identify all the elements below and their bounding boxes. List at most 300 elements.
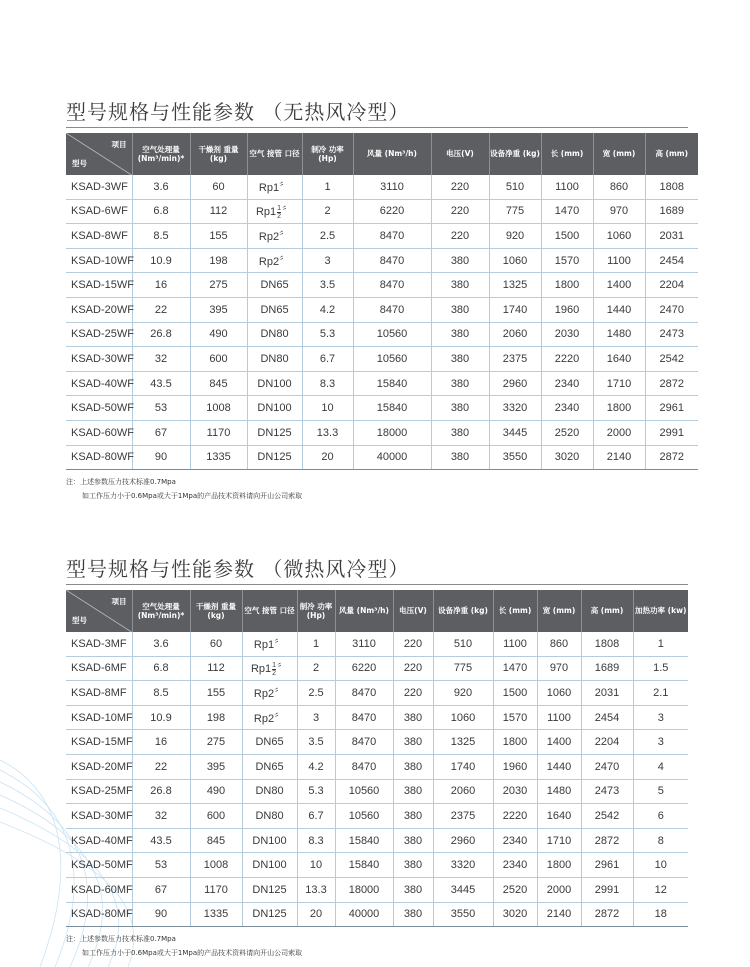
table-cell: 220	[393, 632, 433, 656]
table-cell: 1400	[537, 730, 581, 755]
table-cell: 2473	[581, 779, 633, 804]
table-cell: Rp2〞	[247, 224, 302, 249]
table-row	[66, 322, 698, 347]
table-cell: 2375	[489, 347, 541, 372]
table-cell: 8470	[353, 297, 431, 322]
table-cell: 1335	[190, 445, 247, 470]
table-cell: 1	[297, 632, 335, 656]
table-cell: 920	[489, 224, 541, 249]
table-cell: 1335	[190, 902, 242, 927]
table-cell: 2	[302, 199, 353, 224]
table-cell: 380	[393, 779, 433, 804]
model-cell: KSAD-60MF	[66, 877, 132, 902]
table-cell: 26.8	[132, 322, 190, 347]
table-cell: 395	[190, 754, 242, 779]
table-cell: 2454	[645, 248, 698, 273]
table-cell: 1440	[537, 754, 581, 779]
col-header-pipe-size: 空气 接管 口径	[247, 133, 302, 175]
table-cell: 510	[433, 632, 493, 656]
table-row	[66, 730, 688, 755]
table-cell: Rp1 $\frac{1}{2}$ 〞	[242, 656, 297, 681]
table-cell: 920	[433, 681, 493, 706]
table-cell: 1008	[190, 853, 242, 878]
table-cell: 22	[132, 297, 190, 322]
table-cell: 53	[132, 396, 190, 421]
table-cell: 860	[593, 175, 645, 199]
table-cell: 1710	[593, 371, 645, 396]
table-cell: 6220	[353, 199, 431, 224]
table-cell: 2340	[493, 828, 537, 853]
table-cell: DN100	[242, 828, 297, 853]
table-cell: 20	[297, 902, 335, 927]
footnote	[66, 475, 302, 503]
table-cell: 6.7	[302, 347, 353, 372]
table-cell: 155	[190, 681, 242, 706]
table-cell: 10	[302, 396, 353, 421]
table-cell: 1480	[593, 322, 645, 347]
header-corner-model: 型号	[72, 158, 87, 168]
table-row	[66, 877, 688, 902]
table-cell: 775	[489, 199, 541, 224]
header-corner-item: 项目	[111, 140, 127, 149]
footnote	[66, 932, 302, 960]
table-cell: 3	[302, 248, 353, 273]
table-row	[66, 754, 688, 779]
table-row	[66, 347, 698, 372]
table-cell: 2220	[493, 804, 537, 829]
table-cell: 3.5	[302, 273, 353, 298]
table-cell: 8470	[353, 224, 431, 249]
table-cell: 15840	[353, 396, 431, 421]
table-cell: 2960	[489, 371, 541, 396]
table-cell: 90	[132, 902, 190, 927]
table-cell: DN80	[242, 804, 297, 829]
table-cell: 2454	[581, 705, 633, 730]
table-cell: 1689	[581, 656, 633, 681]
table-cell: 1689	[645, 199, 698, 224]
table-cell: 2340	[541, 396, 593, 421]
table-cell: 2.5	[302, 224, 353, 249]
table-cell: 2000	[593, 420, 645, 445]
footnote-line-1: 注：上述参数压力技术标准0.7Mpa	[66, 478, 176, 486]
table-cell: 1710	[537, 828, 581, 853]
table-cell: 2961	[645, 396, 698, 421]
table-cell: 860	[537, 632, 581, 656]
table-cell: DN125	[242, 877, 297, 902]
table-cell: 2473	[645, 322, 698, 347]
table-cell: 1060	[433, 705, 493, 730]
table-cell: 2.1	[633, 681, 688, 706]
table-row	[66, 420, 698, 445]
table-cell: 1325	[489, 273, 541, 298]
model-cell: KSAD-3MF	[66, 632, 132, 656]
table-cell: 5.3	[302, 322, 353, 347]
table-cell: 220	[431, 199, 489, 224]
model-cell: KSAD-20WF	[66, 297, 132, 322]
table-cell: 8.3	[297, 828, 335, 853]
table-cell: DN80	[247, 322, 302, 347]
col-header-desiccant-weight: 干燥剂 重量(kg)	[190, 590, 242, 632]
table-cell: 380	[393, 877, 433, 902]
table-cell: 380	[431, 322, 489, 347]
table-cell: 3445	[433, 877, 493, 902]
table-cell: 380	[393, 754, 433, 779]
table-row	[66, 828, 688, 853]
table-cell: 3320	[489, 396, 541, 421]
table-cell: Rp2〞	[242, 705, 297, 730]
model-cell: KSAD-10WF	[66, 248, 132, 273]
table-row	[66, 804, 688, 829]
table-cell: 970	[593, 199, 645, 224]
table-cell: 6.8	[132, 199, 190, 224]
col-header-cooling-power: 制冷 功率 (Hp)	[302, 133, 353, 175]
table-cell: 22	[132, 754, 190, 779]
table-cell: 2520	[493, 877, 537, 902]
table-cell: 8.5	[132, 681, 190, 706]
table-cell: 1440	[593, 297, 645, 322]
table-cell: 198	[190, 705, 242, 730]
header-corner	[66, 133, 132, 175]
col-header-voltage: 电压(V)	[393, 590, 433, 632]
col-header-height: 高 (mm)	[645, 133, 698, 175]
table-cell: 380	[393, 804, 433, 829]
table-cell: 6	[633, 804, 688, 829]
table-cell: 1	[633, 632, 688, 656]
fraction: $\frac{1}{2}$	[272, 661, 277, 677]
title-underline	[66, 584, 688, 585]
table-row	[66, 248, 698, 273]
header-corner-item: 项目	[111, 597, 127, 606]
table-cell: 13.3	[297, 877, 335, 902]
table-cell: 2031	[645, 224, 698, 249]
table-cell: DN125	[247, 420, 302, 445]
col-header-length: 长 (mm)	[493, 590, 537, 632]
table-cell: 8470	[353, 273, 431, 298]
table-cell: DN65	[247, 273, 302, 298]
col-header-heating-power: 加热功率 (kw)	[633, 590, 688, 632]
footnote-line-1: 注：上述参数压力技术标准0.7Mpa	[66, 935, 176, 943]
model-cell: KSAD-6MF	[66, 656, 132, 681]
table-cell: 1100	[537, 705, 581, 730]
table-cell: 3	[633, 705, 688, 730]
table-body	[66, 632, 688, 927]
table-cell: 2060	[489, 322, 541, 347]
section-title-no-heat: 型号规格与性能参数 （无热风冷型）	[66, 100, 410, 124]
table-cell: 1960	[541, 297, 593, 322]
table-cell: Rp2〞	[247, 248, 302, 273]
table-cell: 3110	[353, 175, 431, 199]
title-underline	[66, 127, 688, 128]
table-cell: 1170	[190, 877, 242, 902]
table-row	[66, 396, 698, 421]
table-cell: 3550	[489, 445, 541, 470]
table-cell: 2340	[493, 853, 537, 878]
table-cell: 2204	[645, 273, 698, 298]
table-cell: 40000	[335, 902, 393, 927]
table-cell: 4.2	[302, 297, 353, 322]
table-cell: 67	[132, 420, 190, 445]
col-header-air-volume: 风量 (Nm³/h)	[353, 133, 431, 175]
model-cell: KSAD-8WF	[66, 224, 132, 249]
table-cell: 2872	[645, 445, 698, 470]
table-cell: 1100	[593, 248, 645, 273]
table-row	[66, 681, 688, 706]
table-cell: 1100	[493, 632, 537, 656]
table-cell: 775	[433, 656, 493, 681]
table-cell: 3110	[335, 632, 393, 656]
table-cell: 1570	[541, 248, 593, 273]
table-cell: 3550	[433, 902, 493, 927]
table-cell: 1960	[493, 754, 537, 779]
col-header-voltage: 电压(V)	[431, 133, 489, 175]
model-cell: KSAD-15WF	[66, 273, 132, 298]
table-cell: 10560	[353, 322, 431, 347]
table-cell: 380	[431, 396, 489, 421]
footnote-line-2: 如工作压力小于0.6Mpa或大于1Mpa的产品技术资料请向开山公司索取	[82, 949, 303, 957]
table-cell: 8470	[335, 705, 393, 730]
table-cell: 1640	[537, 804, 581, 829]
table-cell: 1400	[593, 273, 645, 298]
table-cell: 10	[297, 853, 335, 878]
col-header-net-weight: 设备净重 (kg)	[489, 133, 541, 175]
table-cell: 1570	[493, 705, 537, 730]
table-cell: 2872	[581, 902, 633, 927]
table-cell: 1500	[493, 681, 537, 706]
table-row	[66, 199, 698, 224]
table-cell: 3320	[433, 853, 493, 878]
table-cell: 18	[633, 902, 688, 927]
table-cell: 155	[190, 224, 247, 249]
table-cell: DN125	[247, 445, 302, 470]
table-cell: 2991	[581, 877, 633, 902]
table-row	[66, 853, 688, 878]
table-cell: 8.5	[132, 224, 190, 249]
table-cell: 1325	[433, 730, 493, 755]
col-header-cooling-power: 制冷 功率 (Hp)	[297, 590, 335, 632]
table-cell: 112	[190, 199, 247, 224]
table-cell: 490	[190, 322, 247, 347]
table-cell: 15840	[353, 371, 431, 396]
table-cell: 20	[302, 445, 353, 470]
table-cell: 1480	[537, 779, 581, 804]
model-cell: KSAD-50WF	[66, 396, 132, 421]
col-header-net-weight: 设备净重 (kg)	[433, 590, 493, 632]
col-header-air-flow: 空气处理量 (Nm³/min)*	[132, 590, 190, 632]
col-header-pipe-size: 空气 接管 口径	[242, 590, 297, 632]
table-cell: 3.6	[132, 632, 190, 656]
table-cell: DN65	[242, 730, 297, 755]
table-cell: 8470	[335, 730, 393, 755]
table-cell: 380	[431, 273, 489, 298]
table-cell: 380	[431, 347, 489, 372]
table-cell: 1808	[581, 632, 633, 656]
table-cell: 220	[431, 175, 489, 199]
table-row	[66, 779, 688, 804]
table-row	[66, 371, 698, 396]
table-cell: 5.3	[297, 779, 335, 804]
model-cell: KSAD-8MF	[66, 681, 132, 706]
table-cell: 60	[190, 632, 242, 656]
table-cell: 1170	[190, 420, 247, 445]
table-cell: 2140	[537, 902, 581, 927]
table-row	[66, 273, 698, 298]
table-cell: 380	[431, 445, 489, 470]
table-cell: 3.5	[297, 730, 335, 755]
table-cell: 2	[297, 656, 335, 681]
table-cell: 510	[489, 175, 541, 199]
table-cell: DN80	[242, 779, 297, 804]
table-cell: 43.5	[132, 828, 190, 853]
table-cell: 32	[132, 804, 190, 829]
table-cell: 53	[132, 853, 190, 878]
table-cell: 3445	[489, 420, 541, 445]
table-cell: 380	[431, 420, 489, 445]
section-title-micro-heat: 型号规格与性能参数 （微热风冷型）	[66, 557, 410, 581]
table-cell: 1640	[593, 347, 645, 372]
table-cell: 2030	[541, 322, 593, 347]
col-header-height: 高 (mm)	[581, 590, 633, 632]
table-cell: DN100	[247, 371, 302, 396]
model-cell: KSAD-80MF	[66, 902, 132, 927]
table-body	[66, 175, 698, 470]
col-header-air-flow: 空气处理量 (Nm³/min)*	[132, 133, 190, 175]
table-cell: 2960	[433, 828, 493, 853]
col-header-width: 宽 (mm)	[537, 590, 581, 632]
table-cell: 10.9	[132, 248, 190, 273]
table-row	[66, 445, 698, 470]
table-cell: 380	[393, 828, 433, 853]
table-cell: 6.8	[132, 656, 190, 681]
table-cell: 40000	[353, 445, 431, 470]
table-cell: 2.5	[297, 681, 335, 706]
table-cell: 8470	[353, 248, 431, 273]
table-cell: DN100	[242, 853, 297, 878]
model-cell: KSAD-6WF	[66, 199, 132, 224]
table-cell: 198	[190, 248, 247, 273]
table-cell: 5	[633, 779, 688, 804]
table-cell: 1060	[537, 681, 581, 706]
table-row	[66, 175, 698, 199]
table-cell: 3020	[541, 445, 593, 470]
table-cell: 1100	[541, 175, 593, 199]
table-cell: 380	[393, 853, 433, 878]
table-cell: 1800	[541, 273, 593, 298]
table-cell: 2961	[581, 853, 633, 878]
table-cell: 112	[190, 656, 242, 681]
model-cell: KSAD-25WF	[66, 322, 132, 347]
model-cell: KSAD-25MF	[66, 779, 132, 804]
table-cell: 1.5	[633, 656, 688, 681]
table-cell: 970	[537, 656, 581, 681]
table-cell: 10560	[353, 347, 431, 372]
table-cell: 2060	[433, 779, 493, 804]
table-cell: 2991	[645, 420, 698, 445]
model-cell: KSAD-30MF	[66, 804, 132, 829]
col-header-width: 宽 (mm)	[593, 133, 645, 175]
header-corner	[66, 590, 132, 632]
table-cell: 1060	[489, 248, 541, 273]
table-cell: 600	[190, 804, 242, 829]
footnote-line-2: 如工作压力小于0.6Mpa或大于1Mpa的产品技术资料请向开山公司索取	[82, 492, 303, 500]
table-cell: 2470	[581, 754, 633, 779]
table-cell: 1800	[593, 396, 645, 421]
table-cell: 2470	[645, 297, 698, 322]
table-cell: 2340	[541, 371, 593, 396]
table-cell: 12	[633, 877, 688, 902]
table-cell: 4.2	[297, 754, 335, 779]
table-cell: 220	[393, 681, 433, 706]
table-cell: 2000	[537, 877, 581, 902]
table-cell: 600	[190, 347, 247, 372]
table-cell: DN100	[247, 396, 302, 421]
model-cell: KSAD-20MF	[66, 754, 132, 779]
model-cell: KSAD-50MF	[66, 853, 132, 878]
table-cell: 10560	[335, 804, 393, 829]
model-cell: KSAD-3WF	[66, 175, 132, 199]
table-cell: 845	[190, 828, 242, 853]
header-corner-model: 型号	[72, 615, 87, 625]
table-cell: 8470	[335, 681, 393, 706]
table-cell: 26.8	[132, 779, 190, 804]
table-row	[66, 224, 698, 249]
table-cell: 2872	[581, 828, 633, 853]
table-cell: 220	[431, 224, 489, 249]
table-cell: 2375	[433, 804, 493, 829]
table-cell: 32	[132, 347, 190, 372]
table-row	[66, 705, 688, 730]
table-cell: 2542	[581, 804, 633, 829]
table-cell: 3.6	[132, 175, 190, 199]
model-cell: KSAD-80WF	[66, 445, 132, 470]
table-cell: 2520	[541, 420, 593, 445]
table-cell: 275	[190, 730, 242, 755]
table-cell: DN65	[242, 754, 297, 779]
table-cell: 3	[297, 705, 335, 730]
table-cell: 8	[633, 828, 688, 853]
table-cell: 380	[431, 297, 489, 322]
table-cell: 90	[132, 445, 190, 470]
table-cell: 395	[190, 297, 247, 322]
table-cell: Rp2〞	[242, 681, 297, 706]
table-cell: 3	[633, 730, 688, 755]
col-header-length: 长 (mm)	[541, 133, 593, 175]
table-cell: 1800	[537, 853, 581, 878]
table-cell: DN65	[247, 297, 302, 322]
table-cell: 845	[190, 371, 247, 396]
table-cell: 2220	[541, 347, 593, 372]
table-cell: 1	[302, 175, 353, 199]
table-cell: 2204	[581, 730, 633, 755]
model-cell: KSAD-30WF	[66, 347, 132, 372]
table-cell: DN125	[242, 902, 297, 927]
table-cell: 16	[132, 730, 190, 755]
table-row	[66, 902, 688, 927]
table-cell: 15840	[335, 853, 393, 878]
table-cell: 2031	[581, 681, 633, 706]
table-cell: 67	[132, 877, 190, 902]
spec-table-no-heat	[66, 133, 698, 470]
table-cell: 6220	[335, 656, 393, 681]
table-cell: 1008	[190, 396, 247, 421]
table-cell: 2542	[645, 347, 698, 372]
table-cell: 18000	[353, 420, 431, 445]
table-cell: 10	[633, 853, 688, 878]
model-cell: KSAD-60WF	[66, 420, 132, 445]
table-cell: 43.5	[132, 371, 190, 396]
table-cell: 6.7	[297, 804, 335, 829]
table-cell: 1470	[493, 656, 537, 681]
table-cell: 2140	[593, 445, 645, 470]
